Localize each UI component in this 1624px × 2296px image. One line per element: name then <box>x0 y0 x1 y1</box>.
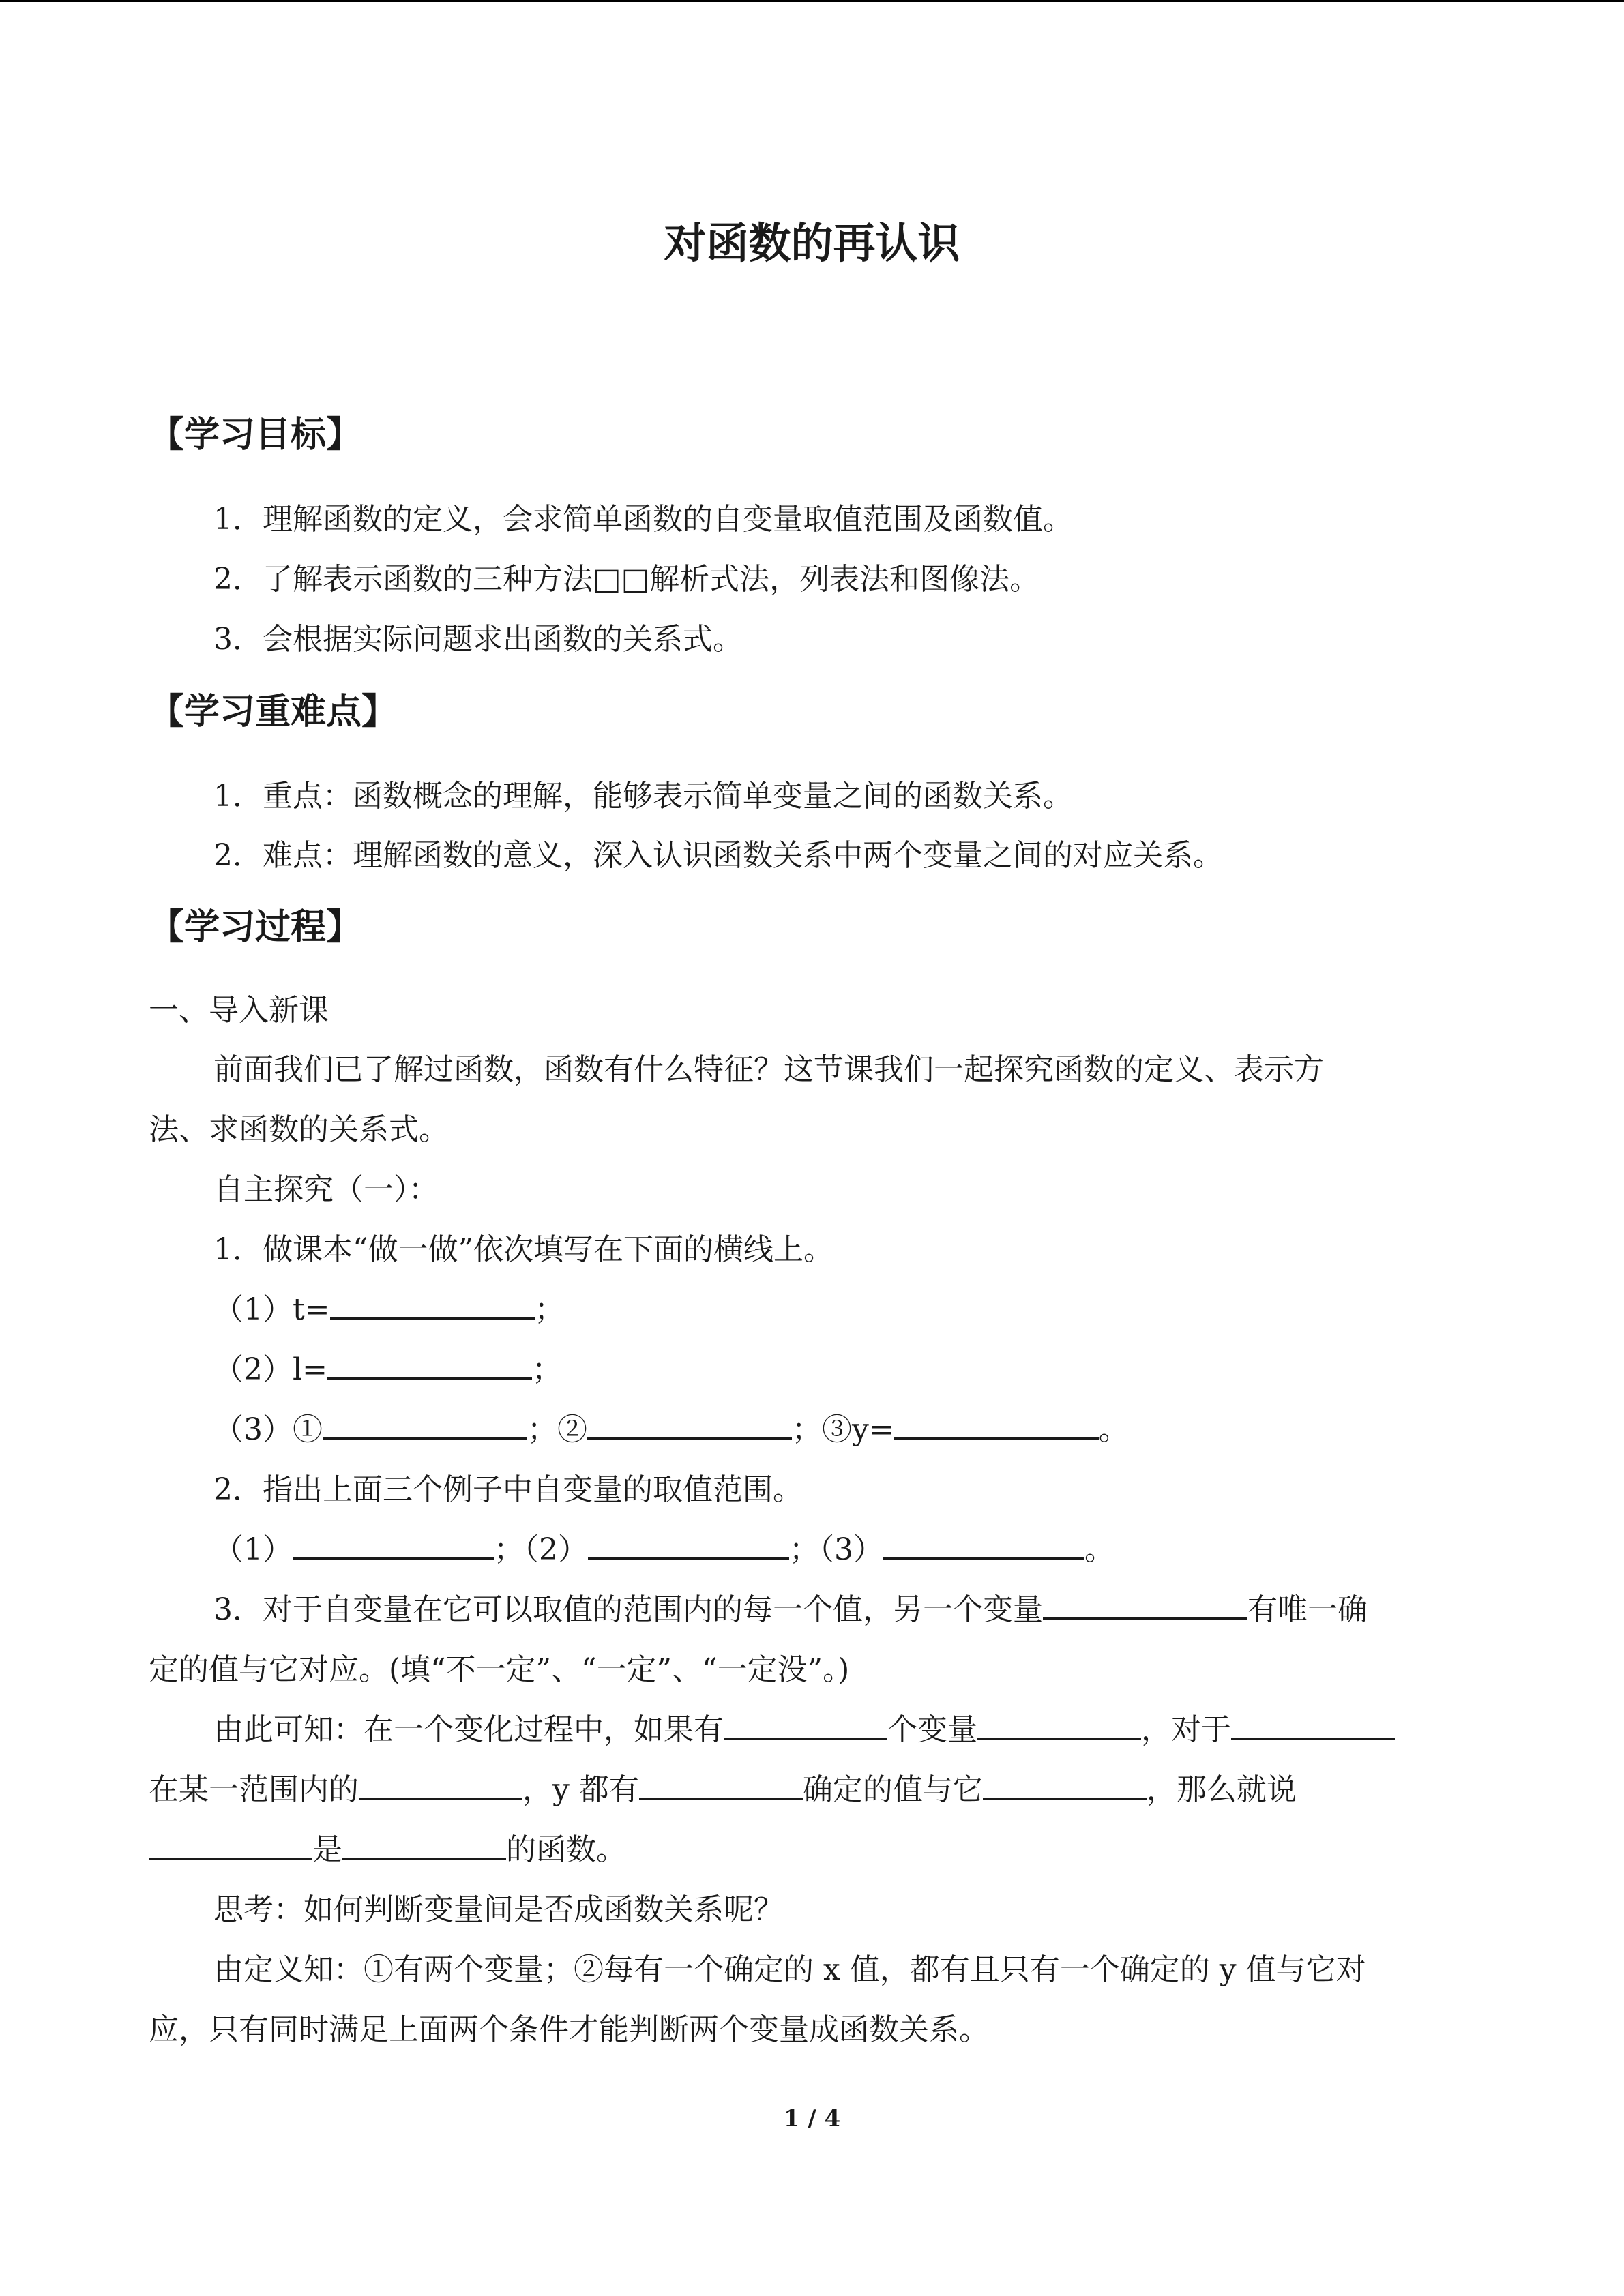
fill-blank[interactable] <box>359 1769 522 1800</box>
fill-blank[interactable] <box>724 1709 887 1740</box>
goals-heading: 【学习目标】 <box>149 415 362 456</box>
definition-line: 是 的函数。 <box>149 1826 626 1874</box>
question-3-line: 定的值与它对应。(填“不一定”、“一定”、“一定没”。) <box>149 1652 850 1687</box>
question-1: 1．做课本“做一做”依次填写在下面的横线上。 <box>213 1232 833 1267</box>
explore-title: 自主探究（一）： <box>213 1172 439 1207</box>
think-question: 思考：如何判断变量间是否成函数关系呢？ <box>213 1892 784 1927</box>
fill-blank[interactable] <box>587 1409 792 1440</box>
key-point-item: 2．难点：理解函数的意义，深入认识函数关系中两个变量之间的对应关系。 <box>213 838 1223 873</box>
fill-blank[interactable] <box>894 1409 1099 1440</box>
section-title: 一、导入新课 <box>149 993 329 1028</box>
intro-paragraph-line: 法、求函数的关系式。 <box>149 1112 449 1147</box>
question-1-1: （1）t= ； <box>213 1286 565 1334</box>
top-border-line <box>0 0 1624 2</box>
fill-blank[interactable] <box>293 1529 494 1560</box>
document-title: 对函数的再认识 <box>664 218 960 268</box>
goal-item: 1．理解函数的定义，会求简单函数的自变量取值范围及函数值。 <box>213 502 1073 537</box>
fill-blank[interactable] <box>1231 1709 1395 1740</box>
key-points-heading: 【学习重难点】 <box>149 691 398 732</box>
definition-line: 在某一范围内的 ，y 都有 确定的值与它 ，那么就说 <box>149 1766 1297 1814</box>
fill-blank[interactable] <box>639 1769 803 1800</box>
fill-blank[interactable] <box>1043 1589 1247 1620</box>
fill-blank[interactable] <box>330 1289 535 1320</box>
fill-blank[interactable] <box>323 1409 527 1440</box>
answer-line: 由定义知：①有两个变量；②每有一个确定的 x 值，都有且只有一个确定的 y 值与它对 <box>213 1952 1366 1987</box>
fill-blank[interactable] <box>342 1829 506 1860</box>
page-number: 1 / 4 <box>783 2105 841 2132</box>
goal-item: 3．会根据实际问题求出函数的关系式。 <box>213 622 743 657</box>
fill-blank[interactable] <box>588 1529 789 1560</box>
process-heading: 【学习过程】 <box>149 907 362 948</box>
question-1-3: （3）① ；② ；③y= 。 <box>213 1406 1129 1454</box>
question-3-line: 3．对于自变量在它可以取值的范围内的每一个值，另一个变量 有唯一确 <box>213 1586 1368 1634</box>
intro-paragraph-line: 前面我们已了解过函数，函数有什么特征？这节课我们一起探究函数的定义、表示方 <box>213 1052 1324 1087</box>
question-1-2: （2）l= ； <box>213 1346 562 1394</box>
fill-blank[interactable] <box>327 1349 532 1380</box>
answer-line: 应，只有同时满足上面两个条件才能判断两个变量成函数关系。 <box>149 2012 989 2047</box>
question-2: 2．指出上面三个例子中自变量的取值范围。 <box>213 1472 803 1507</box>
key-point-item: 1．重点：函数概念的理解，能够表示简单变量之间的函数关系。 <box>213 779 1073 814</box>
question-2-answers: （1） ；（2） ；（3） 。 <box>213 1526 1114 1574</box>
definition-line: 由此可知：在一个变化过程中，如果有 个变量 ，对于 <box>213 1706 1395 1754</box>
goal-item: 2．了解表示函数的三种方法□□解析式法，列表法和图像法。 <box>213 562 1040 597</box>
fill-blank[interactable] <box>883 1529 1084 1560</box>
fill-blank[interactable] <box>983 1769 1147 1800</box>
fill-blank[interactable] <box>149 1829 312 1860</box>
fill-blank[interactable] <box>977 1709 1141 1740</box>
